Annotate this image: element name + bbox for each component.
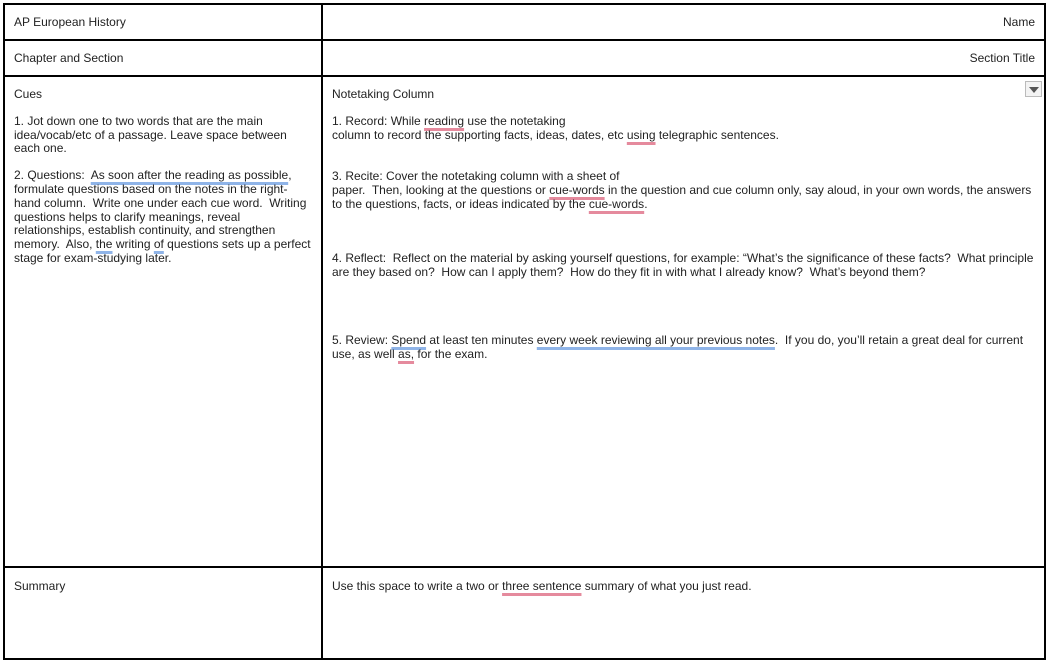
- summary-text-cell[interactable]: [323, 568, 1044, 658]
- text-run: . If you do, you’ll retain a great deal for current use, as well: [332, 333, 1027, 362]
- text-run: .: [644, 196, 648, 211]
- row-divider-1: [5, 39, 1044, 41]
- chapter-cell[interactable]: [5, 51, 321, 71]
- spelling-flag[interactable]: as,: [398, 347, 415, 362]
- summary-title: Summary: [14, 579, 66, 593]
- section-title-label: Section Title: [969, 51, 1035, 65]
- text-run: paper. Then, looking at the questions or: [332, 183, 550, 198]
- cues-step-1: 1. Jot down one to two words that are the main idea/vocab/etc of a passage. Leave space between each one.: [14, 113, 291, 156]
- reflect-step: 4. Reflect: Reflect on the material by asking yourself questions, for example: “What’s the significance of these facts? What principle are they based on? How can I apply them? How do they fit in with what I already know? What’s beyond them?: [332, 250, 1037, 279]
- spelling-flag[interactable]: cue-words: [588, 196, 645, 211]
- text-run: at least ten minutes: [426, 333, 537, 348]
- grammar-flag[interactable]: Spend: [391, 333, 427, 348]
- text-run: for the exam.: [414, 347, 488, 362]
- text-run: in the question and cue column only, say aloud, in your own words, the answers to the questions, facts, or ideas indicated by the: [332, 183, 1035, 211]
- cues-cell[interactable]: [5, 77, 321, 566]
- text-run: summary of what you just read.: [581, 579, 752, 593]
- course-title: AP European History: [14, 15, 126, 29]
- grammar-flag[interactable]: As soon after the reading as possible: [90, 168, 289, 183]
- text-run: telegraphic sentences.: [655, 127, 779, 142]
- review-step: [332, 334, 1035, 362]
- chapter-label: Chapter and Section: [14, 51, 124, 65]
- text-run: Use this space to write a two or: [332, 579, 503, 593]
- name-label: Name: [1002, 15, 1035, 29]
- record-step: [332, 115, 1035, 143]
- cornell-notes-sheet: [3, 3, 1046, 660]
- spelling-flag[interactable]: reading: [424, 113, 465, 128]
- text-run: 3. Recite: Cover the notetaking column with a sheet of: [332, 169, 620, 184]
- notetaking-title: Notetaking Column: [332, 87, 435, 101]
- spelling-flag[interactable]: using: [626, 127, 656, 142]
- grammar-flag[interactable]: the: [95, 237, 113, 252]
- text-run: use the notetaking: [464, 113, 566, 128]
- text-run: writing: [112, 237, 154, 252]
- text-run: 1. Record: While: [332, 113, 425, 128]
- course-cell[interactable]: [5, 15, 321, 35]
- summary-label-cell[interactable]: [5, 568, 321, 658]
- text-run: 2. Questions:: [14, 168, 91, 183]
- text-run: questions sets up a perfect stage for exam-studying later.: [14, 237, 314, 265]
- text-run: column to record the supporting facts, ideas, dates, etc: [332, 127, 627, 142]
- text-run: , formulate questions based on the notes in the right-hand column. Write one under each cue word. Writing questions helps to clarify meanings, reveal relationships, establish continuity, and strengthen memory. Also,: [14, 168, 310, 252]
- spelling-flag[interactable]: three sentence: [502, 579, 582, 593]
- grammar-flag[interactable]: of: [153, 237, 164, 252]
- notetaking-cell[interactable]: [323, 77, 1044, 566]
- cues-title: Cues: [14, 87, 43, 101]
- cues-step-2: [14, 169, 312, 266]
- name-cell[interactable]: [323, 15, 1044, 35]
- dropdown-arrow-icon[interactable]: [1025, 81, 1042, 97]
- section-title-cell[interactable]: [323, 51, 1044, 71]
- recite-step: [332, 170, 1035, 211]
- grammar-flag[interactable]: every week reviewing all your previous notes: [536, 333, 775, 348]
- text-run: 5. Review:: [332, 333, 392, 348]
- spelling-flag[interactable]: cue-words: [549, 183, 605, 198]
- summary-instructions: [332, 580, 1035, 594]
